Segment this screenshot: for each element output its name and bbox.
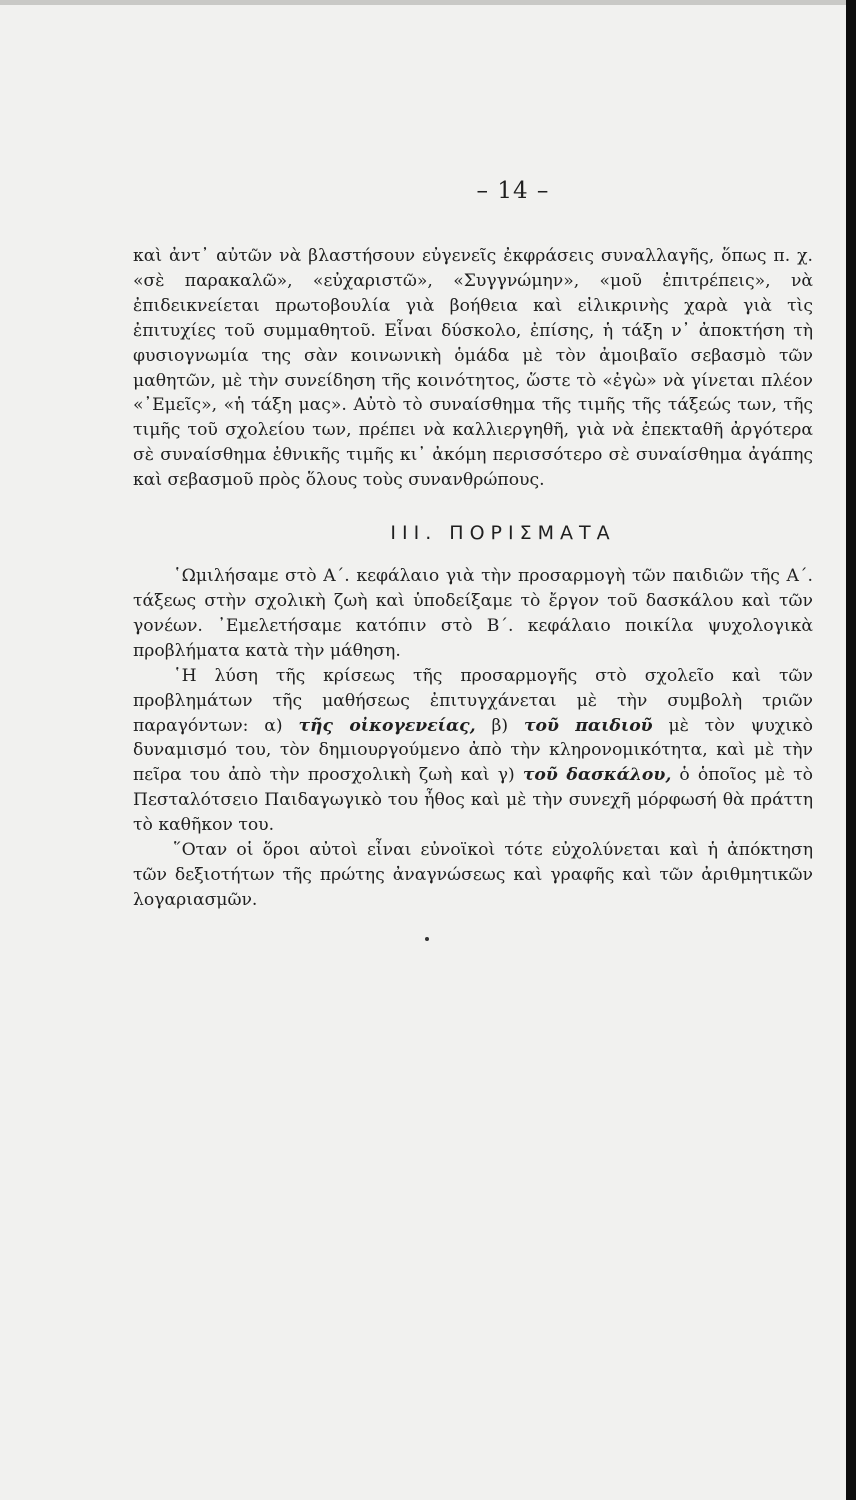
paragraph-3-text-d: ὁ ὁποῖος μὲ τὸ Πεσταλότσειο Παιδαγωγικὸ του ἦθος καὶ μὲ τὴν συνεχῆ μόρφωσή θὰ πράττη τὸ καθῆκον του. xyxy=(133,765,813,836)
paragraph-3 xyxy=(133,664,813,838)
document-page xyxy=(133,178,813,913)
paragraph-1: καὶ ἀντ᾽ αὐτῶν νὰ βλαστήσουν εὐγενεῖς ἐκφράσεις συναλλαγῆς, ὅπως π. χ. «σὲ παρακαλῶ», «εὐχαριστῶ», «Συγγνώμην», «μοῦ ἐπιτρέπεις», νὰ ἐπιδεικνείεται πρωτοβουλία γιὰ βοήθεια καὶ εἰλικρινὴς χαρὰ γιὰ τὶς ἐπιτυχίες τοῦ συμμαθητοῦ. Εἶναι δύσκολο, ἐπίσης, ἡ τάξη ν᾽ ἀποκτήση τὴ φυσιογνωμία της σὰν κοινωνικὴ ὁμάδα μὲ τὸν ἀμοιβαῖο σεβασμὸ τῶν μαθητῶν, μὲ τὴν συνείδηση τῆς κοινότητος, ὥστε τὸ «ἐγὼ» νὰ γίνεται πλέον «᾽Εμεῖς», «ἡ τάξη μας». Αὐτὸ τὸ συναίσθημα τῆς τιμῆς τῆς τάξεώς των, τῆς τιμῆς τοῦ σχολείου των, πρέπει νὰ καλλιεργηθῆ, γιὰ νὰ ἐπεκταθῆ ἀργότερα σὲ συναίσθημα ἐθνικῆς τιμῆς κι᾽ ἀκόμη περισσότερο σὲ συναίσθημα ἀγάπης καὶ σεβασμοῦ πρὸς ὅλους τοὺς συνανθρώπους. xyxy=(133,246,813,491)
paragraph-3-text-a: ῾Η λύση τῆς κρίσεως τῆς προσαρμογῆς στὸ σχολεῖο καὶ τῶν προβλημάτων τῆς μαθήσεως ἐπιτυγχάνεται μὲ τὴν συμβολὴ τριῶν παραγόντων: α) xyxy=(133,665,813,736)
scan-speck xyxy=(425,937,429,941)
section-title: III. ΠΟΡΙΣΜΑΤΑ xyxy=(390,522,616,545)
paragraph-3-text-c: μὲ τὸν ψυχικὸ δυναμισμό του, τὸν δημιουργούμενο ἀπὸ τὴν κληρονομικότητα, καὶ μὲ τὴν πεῖρα του ἀπὸ τὴν προσχολικὴ ζωὴ καὶ γ) xyxy=(133,715,814,786)
scan-top-edge xyxy=(0,0,856,5)
emphasis-child: τοῦ παιδιοῦ xyxy=(523,715,653,736)
paragraph-4: ῞Οταν οἱ ὅροι αὐτοὶ εἶναι εὐνοϊκοὶ τότε εὐχολύνεται καὶ ἡ ἀπόκτηση τῶν δεξιοτήτων τῆς πρώτης ἀναγνώσεως καὶ γραφῆς καὶ τῶν ἀριθμητικῶν λογαριασμῶν. xyxy=(133,840,813,910)
page-number: – 14 – xyxy=(476,178,550,204)
scan-right-edge xyxy=(846,0,856,1500)
paragraph-3-text-b: β) xyxy=(475,715,524,736)
paragraph-2: ῾Ωμιλήσαμε στὸ Α΄. κεφάλαιο γιὰ τὴν προσαρμογὴ τῶν παιδιῶν τῆς Α΄. τάξεως στὴν σχολικὴ ζωὴ καὶ ὑποδείξαμε τὸ ἔργον τοῦ δασκάλου καὶ τῶν γονέων. ᾽Εμελετήσαμε κατόπιν στὸ Β΄. κεφάλαιο ποικίλα ψυχολογικὰ προβλήματα κατὰ τὴν μάθηση. xyxy=(133,566,813,661)
emphasis-family: τῆς οἰκογενείας, xyxy=(298,715,476,736)
emphasis-teacher: τοῦ δασκάλου, xyxy=(522,765,672,786)
